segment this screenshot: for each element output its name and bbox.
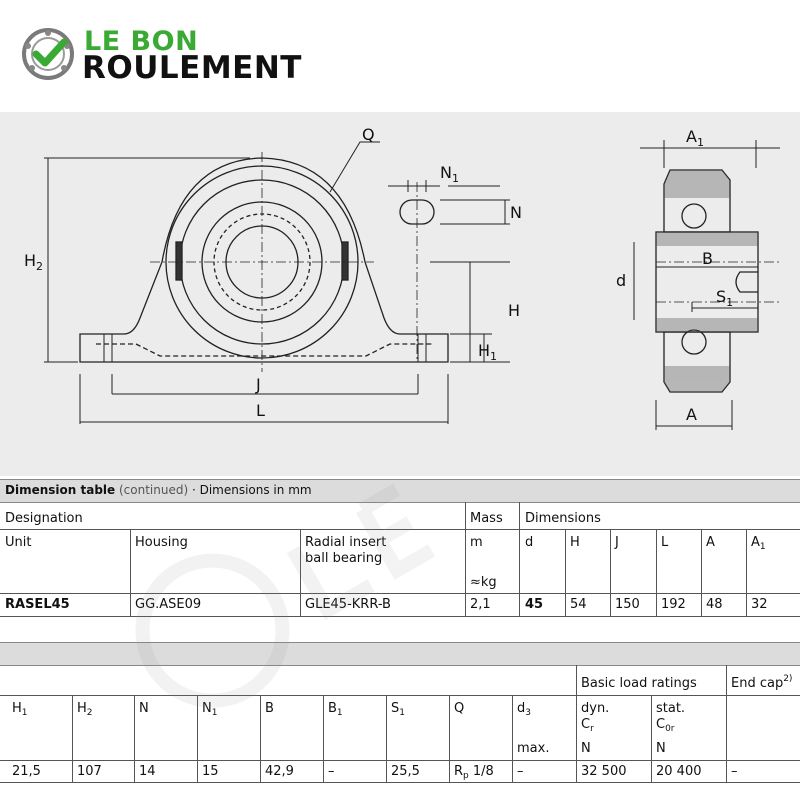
- header-unit: Unit: [5, 535, 32, 550]
- header-C0r-unit: N: [656, 741, 666, 756]
- header-insert-line1: Radial insert: [305, 535, 387, 550]
- cell-mass: 2,1: [470, 597, 491, 612]
- divider: [0, 529, 800, 530]
- header-N1: $N_1$: [202, 701, 218, 718]
- header-dyn: dyn.: [581, 701, 610, 716]
- header-Cr: $C_r$: [581, 717, 594, 734]
- header-B1: $B_1$: [328, 701, 343, 718]
- cell-B1: –: [328, 764, 335, 779]
- label-B: B: [702, 249, 713, 268]
- cell-H1: 21,5: [12, 764, 41, 779]
- divider: [130, 530, 131, 616]
- divider: [726, 665, 727, 782]
- divider: [656, 530, 657, 616]
- group-dimensions: Dimensions: [525, 511, 601, 526]
- header: [0, 0, 800, 112]
- group-mass: Mass: [470, 511, 503, 526]
- header-insert-line2: ball bearing: [305, 551, 383, 566]
- cell-A1: 32: [751, 597, 768, 612]
- header-L: L: [661, 535, 669, 550]
- divider: [0, 695, 800, 696]
- divider: [72, 696, 73, 782]
- header-C0r: $C_{0r}$: [656, 717, 675, 734]
- header-housing: Housing: [135, 535, 188, 550]
- divider: [576, 665, 577, 782]
- cell-L: 192: [661, 597, 686, 612]
- divider: [512, 696, 513, 782]
- cell-C0r: 20 400: [656, 764, 702, 779]
- label-H: H: [508, 301, 521, 320]
- cell-Cr: 32 500: [581, 764, 627, 779]
- table1-caption-units: · Dimensions in mm: [188, 483, 312, 497]
- label-H1: $H_1$: [478, 341, 498, 363]
- table1-caption-bar: [0, 479, 800, 503]
- label-J: J: [256, 375, 261, 394]
- divider: [746, 530, 747, 616]
- header-d: d: [525, 535, 534, 550]
- brand-line-2: ROULEMENT: [82, 50, 302, 86]
- group-load-ratings: Basic load ratings: [581, 676, 697, 691]
- header-N: N: [139, 701, 149, 716]
- header-J: J: [615, 535, 619, 550]
- cell-d3: –: [517, 764, 524, 779]
- divider: [197, 696, 198, 782]
- header-H: H: [570, 535, 580, 550]
- divider: [0, 616, 800, 617]
- label-d: d: [616, 271, 627, 290]
- cell-Q: $R_p$ 1/8: [454, 764, 494, 781]
- divider: [0, 782, 800, 783]
- divider: [449, 696, 450, 782]
- table2-bar: [0, 642, 800, 666]
- cell-H2: 107: [77, 764, 102, 779]
- cell-d: 45: [525, 597, 544, 612]
- cell-N1: 15: [202, 764, 219, 779]
- group-designation: Designation: [5, 511, 83, 526]
- divider: [519, 502, 520, 616]
- cell-unit: RASEL45: [5, 597, 70, 612]
- brand-line-1: LE BON: [84, 26, 199, 57]
- divider: [610, 530, 611, 616]
- cell-insert: GLE45-KRR-B: [305, 597, 391, 612]
- technical-drawing: [0, 112, 800, 476]
- cell-housing: GG.ASE09: [135, 597, 202, 612]
- header-m: m: [470, 535, 483, 550]
- header-H2: $H_2$: [77, 701, 93, 718]
- divider: [651, 696, 652, 782]
- header-H1: $H_1$: [12, 701, 28, 718]
- table1-caption: Dimension table: [5, 483, 116, 497]
- header-A: A: [706, 535, 715, 550]
- cell-H: 54: [570, 597, 587, 612]
- bearing-check-logo-icon: [22, 28, 74, 80]
- pillow-block-drawing: [0, 112, 800, 476]
- cell-N: 14: [139, 764, 156, 779]
- divider: [260, 696, 261, 782]
- header-d3-max: max.: [517, 741, 550, 756]
- divider: [0, 760, 800, 761]
- group-end-cap: End cap$^{2)}$: [731, 674, 793, 691]
- header-Cr-unit: N: [581, 741, 591, 756]
- table1-caption-continued: (continued): [115, 483, 189, 497]
- divider: [0, 593, 800, 594]
- cell-J: 150: [615, 597, 640, 612]
- cell-S1: 25,5: [391, 764, 420, 779]
- header-kg: ≈kg: [470, 575, 497, 590]
- label-N1: $N_1$: [440, 163, 459, 185]
- cell-B: 42,9: [265, 764, 294, 779]
- header-A1: $A_1$: [751, 535, 766, 552]
- cell-endcap: –: [731, 764, 738, 779]
- label-A: A: [686, 405, 697, 424]
- cell-A: 48: [706, 597, 723, 612]
- header-d3: $d_3$: [517, 701, 531, 718]
- divider: [465, 502, 466, 616]
- divider: [565, 530, 566, 616]
- header-S1: $S_1$: [391, 701, 405, 718]
- divider: [323, 696, 324, 782]
- divider: [134, 696, 135, 782]
- label-N: N: [510, 203, 522, 222]
- label-S1: $S_1$: [716, 287, 734, 309]
- label-A1: $A_1$: [686, 127, 704, 149]
- header-stat: stat.: [656, 701, 686, 716]
- label-Q: Q: [362, 125, 375, 144]
- header-B: B: [265, 701, 274, 716]
- divider: [300, 530, 301, 616]
- divider: [701, 530, 702, 616]
- header-Q: Q: [454, 701, 465, 716]
- divider: [386, 696, 387, 782]
- label-L: L: [256, 401, 265, 420]
- label-H2: $H_2$: [24, 251, 44, 273]
